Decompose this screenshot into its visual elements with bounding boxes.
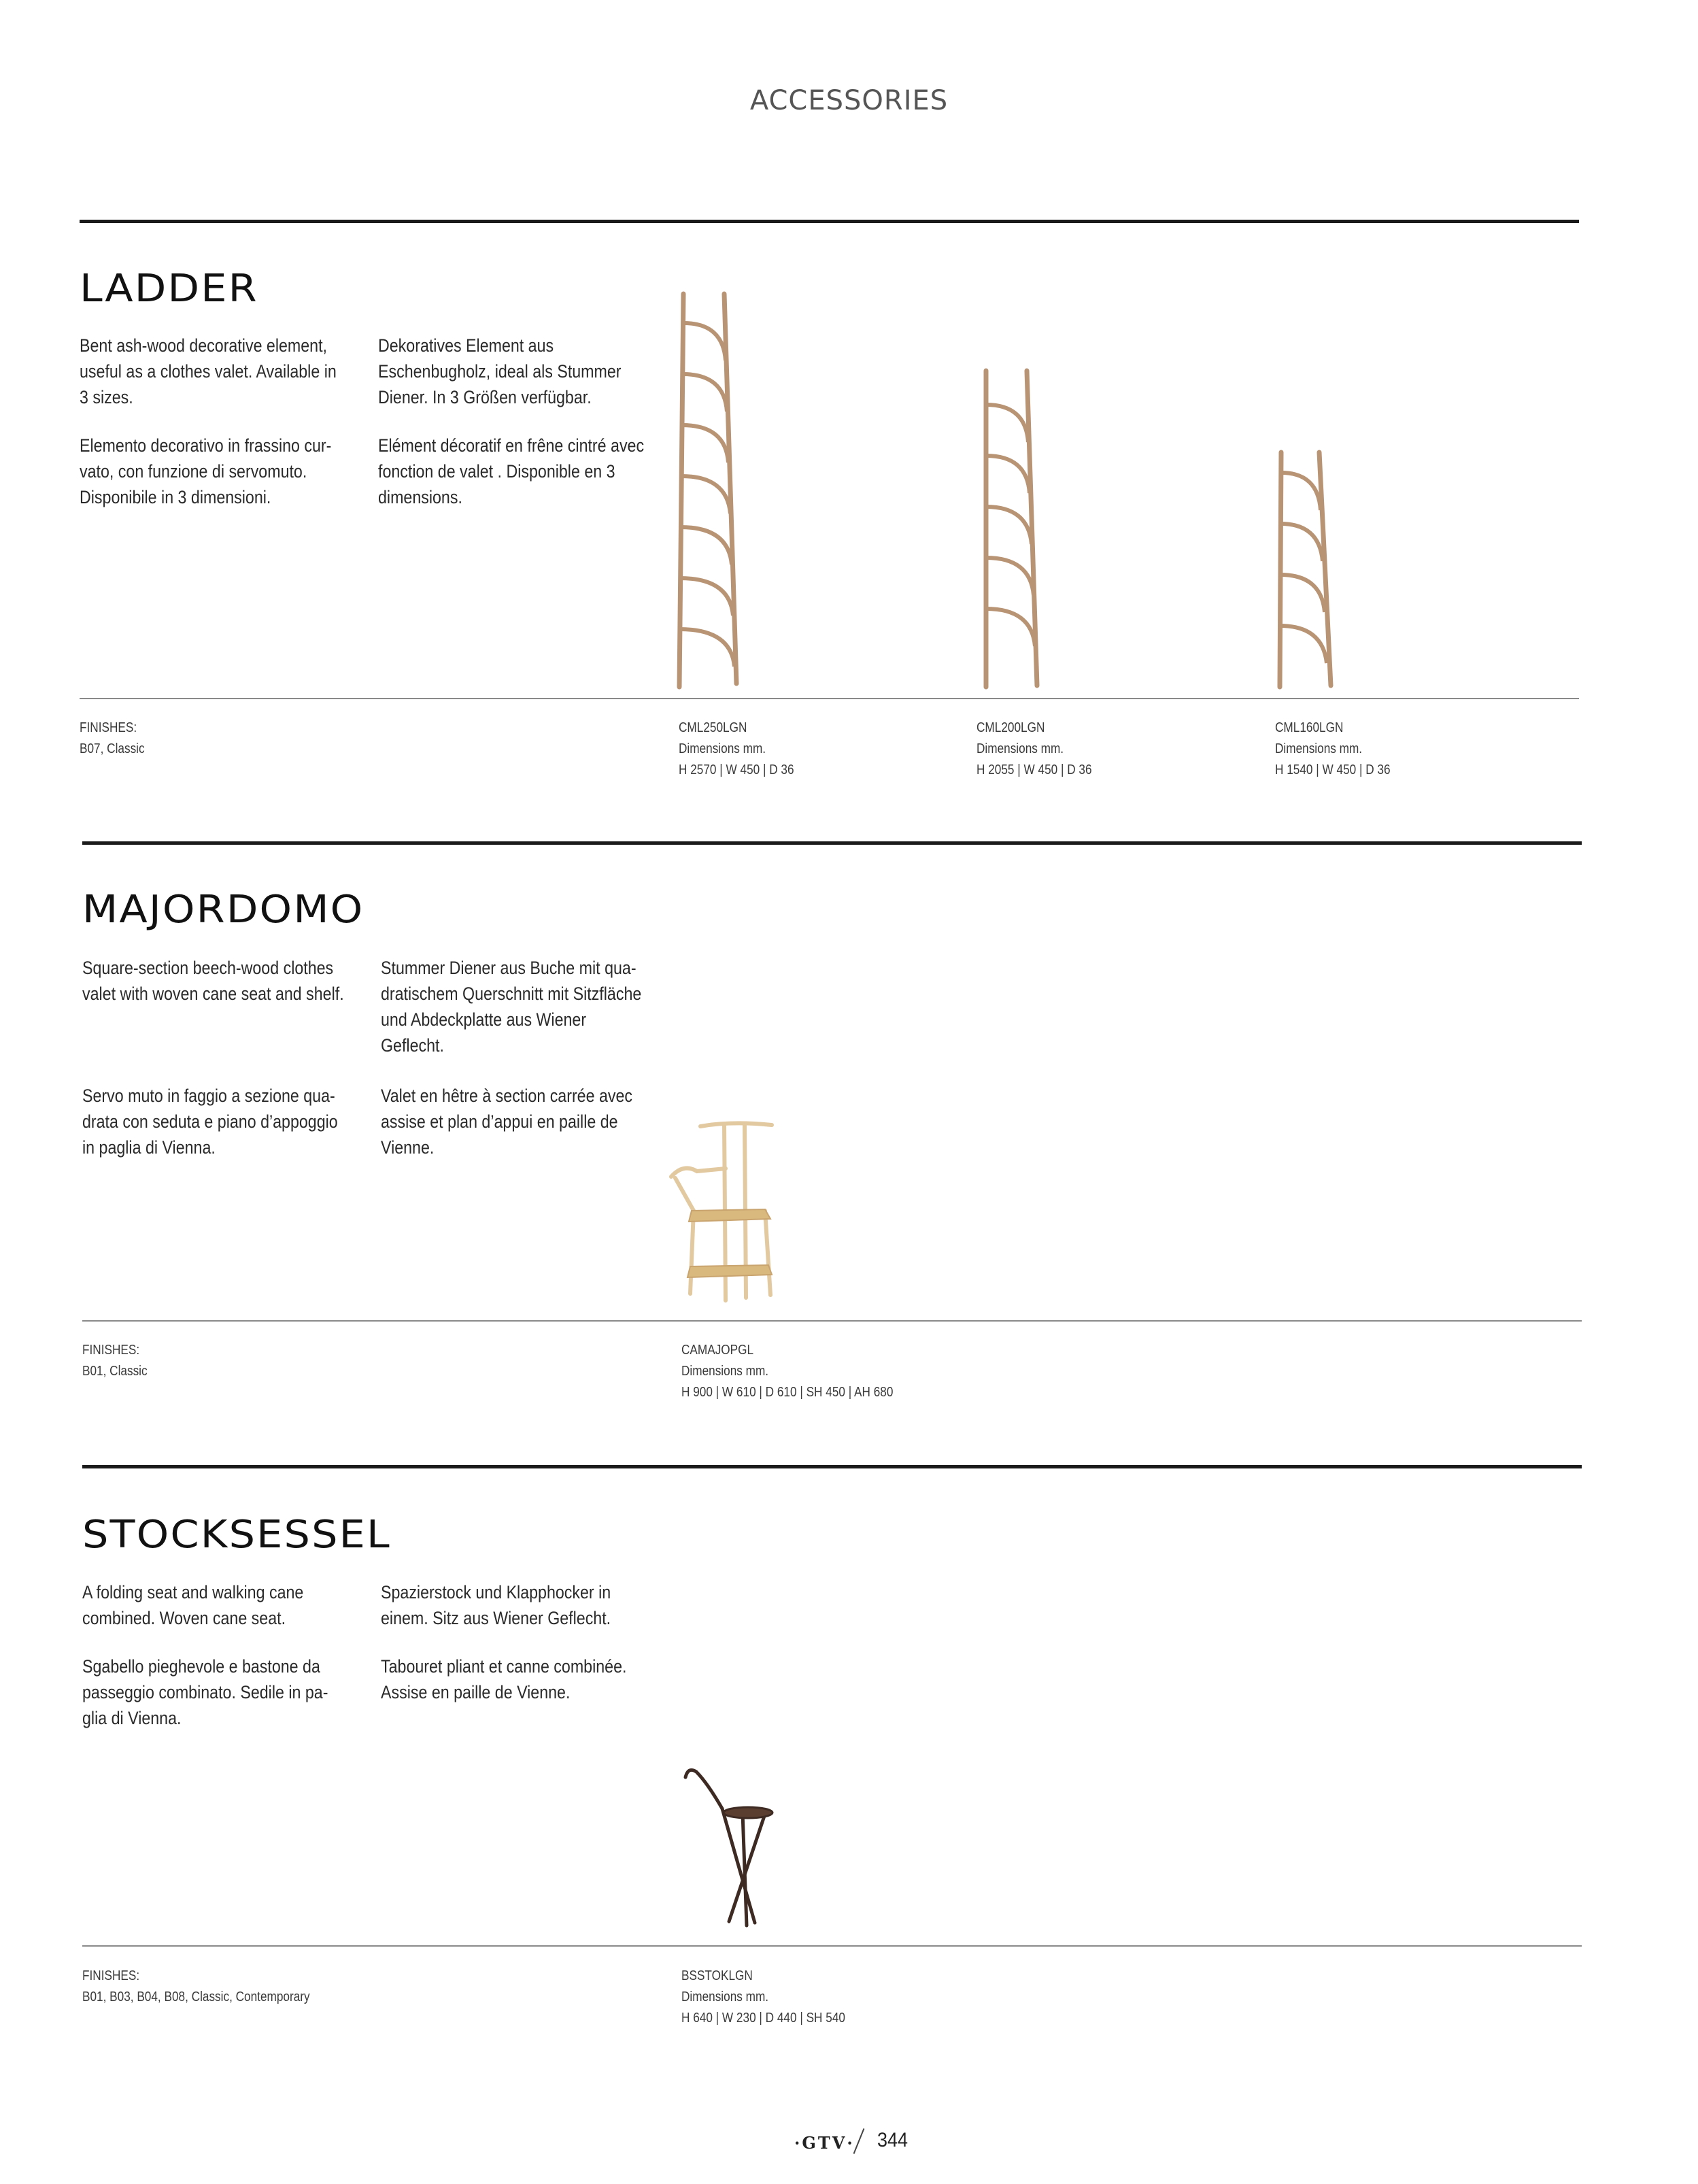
section-subdivider (80, 698, 1579, 699)
ladder-medium-image (976, 367, 1051, 694)
description-it: Servo muto in faggio a sezione qua-drata con seduta e piano d’appoggio in paglia di Vienna. (82, 1086, 338, 1158)
footer-separator (853, 2128, 865, 2154)
dimensions-label: Dimensions mm. (681, 1989, 769, 2004)
description-de: Stummer Diener aus Buche mit qua-dratischem Querschnitt mit Sitzfläche und Abdeckplatte aus Wiener Geflecht. (381, 958, 642, 1056)
section-subdivider (82, 1320, 1582, 1322)
description-fr: Elément décoratif en frêne cintré avec fonction de valet . Disponible en 3 dimensions. (378, 435, 645, 507)
page-number: 344 (877, 2129, 909, 2151)
dimensions-label: Dimensions mm. (977, 741, 1064, 756)
section-divider (82, 1465, 1582, 1468)
section-subdivider (82, 1945, 1582, 1947)
dimensions-value: H 640 | W 230 | D 440 | SH 540 (681, 2011, 845, 2026)
category-title: ACCESSORIES (749, 85, 949, 116)
finishes-label: FINISHES: (82, 1968, 140, 1983)
finishes-value: B01, B03, B04, B08, Classic, Contemporary (82, 1989, 310, 2004)
description-fr: Valet en hêtre à section carrée avec assise et plan d’appui en paille de Vienne. (381, 1086, 633, 1158)
brand-logo: ·GTV· (794, 2133, 855, 2153)
finishes-label: FINISHES: (80, 720, 137, 735)
variant-code: BSSTOKLGN (681, 1968, 753, 1983)
finishes-label: FINISHES: (82, 1343, 140, 1358)
finishes-value: B07, Classic (80, 741, 145, 756)
description-fr: Tabouret pliant et canne combinée. Assise en paille de Vienne. (381, 1656, 627, 1702)
variant-code: CAMAJOPGL (681, 1343, 754, 1358)
product-title: STOCKSESSEL (82, 1513, 391, 1557)
dimensions-value: H 1540 | W 450 | D 36 (1275, 762, 1391, 777)
description-it: Elemento decorativo in frassino cur-vato, con funzione di servomuto. Disponibile in 3 dimensioni. (80, 435, 332, 507)
stocksessel-image (680, 1765, 796, 1932)
section-divider (80, 220, 1579, 223)
product-title: LADDER (80, 267, 258, 311)
variant-code: CML200LGN (977, 720, 1045, 735)
description-en: Bent ash-wood decorative element, useful as a clothes valet. Available in 3 sizes. (80, 335, 337, 407)
variant-code: CML250LGN (679, 720, 747, 735)
dimensions-value: H 900 | W 610 | D 610 | SH 450 | AH 680 (681, 1385, 894, 1400)
product-title: MAJORDOMO (82, 888, 364, 932)
finishes-value: B01, Classic (82, 1364, 148, 1379)
ladder-small-image (1273, 449, 1348, 694)
dimensions-value: H 2570 | W 450 | D 36 (679, 762, 794, 777)
ladder-large-image (670, 286, 745, 694)
section-divider (82, 841, 1582, 845)
dimensions-label: Dimensions mm. (1275, 741, 1363, 756)
dimensions-label: Dimensions mm. (679, 741, 766, 756)
majordomo-image (663, 1115, 806, 1306)
dimensions-label: Dimensions mm. (681, 1364, 769, 1379)
page-footer (0, 2128, 1698, 2162)
description-it: Sgabello pieghevole e bastone da passeggio combinato. Sedile in pa-glia di Vienna. (82, 1656, 328, 1728)
dimensions-value: H 2055 | W 450 | D 36 (977, 762, 1092, 777)
description-en: A folding seat and walking cane combined. Woven cane seat. (82, 1582, 304, 1628)
description-de: Dekoratives Element aus Eschenbugholz, ideal als Stummer Diener. In 3 Größen verfügbar. (378, 335, 622, 407)
description-de: Spazierstock und Klapphocker in einem. Sitz aus Wiener Geflecht. (381, 1582, 611, 1628)
variant-code: CML160LGN (1275, 720, 1344, 735)
description-en: Square-section beech-wood clothes valet with woven cane seat and shelf. (82, 958, 344, 1004)
